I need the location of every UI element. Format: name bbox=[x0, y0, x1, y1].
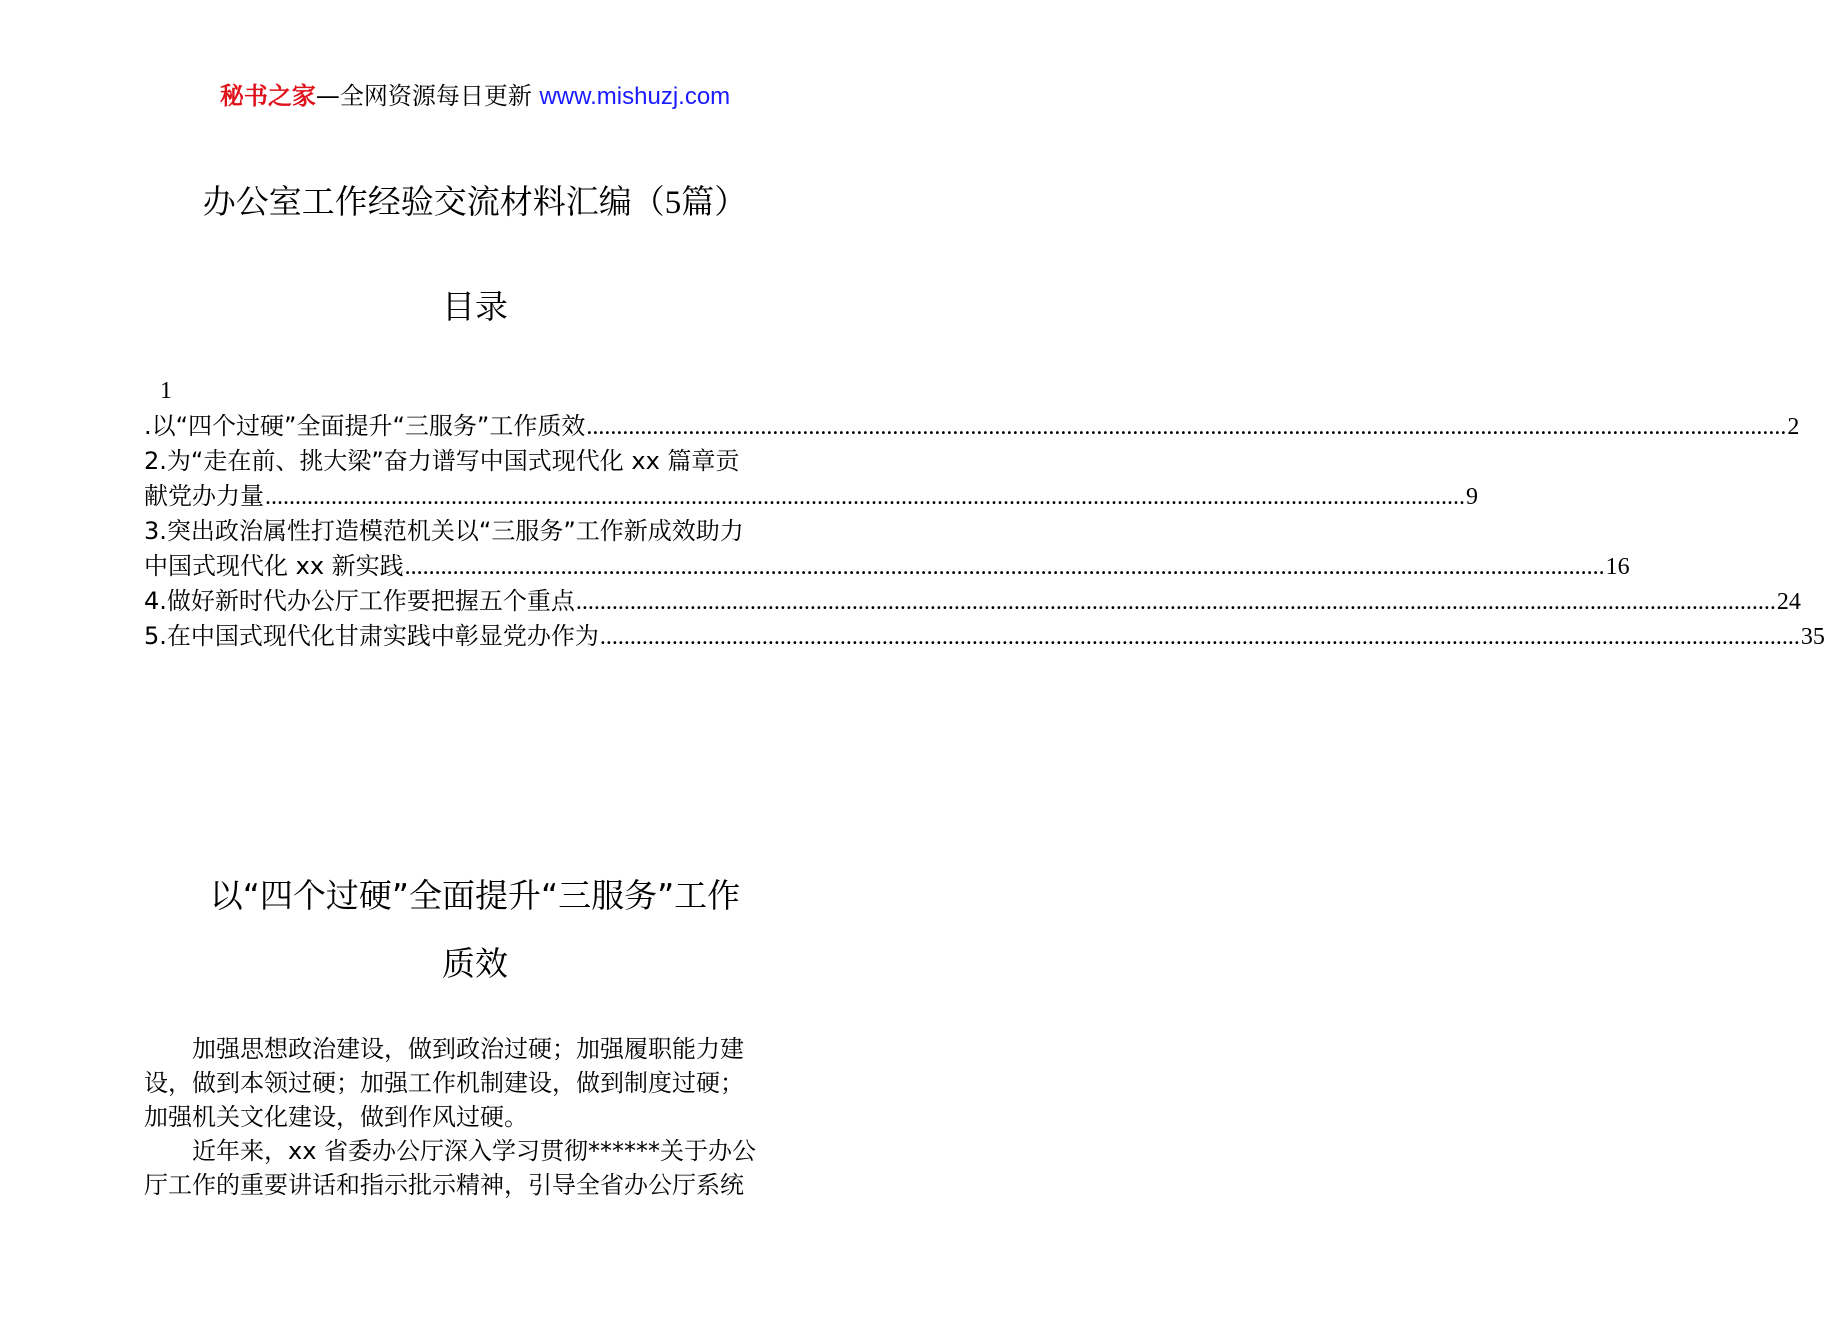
toc-entry-continued[interactable] bbox=[144, 549, 1630, 584]
toc-entry[interactable] bbox=[144, 584, 1801, 619]
paragraph-line: 设，做到本领过硬；加强工作机制建设，做到制度过硬； bbox=[144, 1069, 744, 1097]
site-tagline: —全网资源每日更新 bbox=[315, 82, 540, 110]
paragraph-line: 近年来，xx 省委办公厅深入学习贯彻******关于办公 bbox=[192, 1137, 757, 1165]
toc-entry-page: 24 bbox=[1776, 589, 1801, 615]
toc-entry-index: 1 bbox=[160, 378, 172, 404]
document-title-part-b: 篇） bbox=[681, 182, 748, 221]
toc-entry-title: 中国式现代化 xx 新实践 bbox=[144, 552, 404, 580]
paragraph-line: 厅工作的重要讲话和指示批示精神，引导全省办公厅系统 bbox=[144, 1171, 744, 1199]
toc-entry-title: 4.做好新时代办公厅工作要把握五个重点 bbox=[144, 587, 575, 615]
section-body bbox=[144, 1032, 806, 1202]
toc-entry-number bbox=[144, 374, 806, 409]
section-title-line: 质效 bbox=[442, 944, 508, 983]
toc-entry-title: 2.为“走在前、挑大梁”奋力谱写中国式现代化 xx 篇章贡 bbox=[144, 447, 740, 475]
document-title bbox=[0, 176, 950, 229]
site-brand: 秘书之家 bbox=[219, 82, 316, 110]
toc-leader-dots: ........................................................................................................................................................................................................ bbox=[599, 624, 1800, 650]
toc-leader-dots: ........................................................................................................................................................................................................ bbox=[265, 484, 1465, 510]
toc-entry[interactable] bbox=[144, 444, 806, 479]
section-title-line: 以“四个过硬”全面提升“三服务”工作 bbox=[209, 876, 741, 915]
site-header bbox=[0, 80, 950, 113]
toc-entry[interactable] bbox=[144, 409, 1800, 444]
toc-entry-page: 9 bbox=[1466, 484, 1478, 510]
site-url-link[interactable]: www.mishuzj.com bbox=[539, 83, 731, 110]
toc-entry-title: 3.突出政治属性打造模范机关以“三服务”工作新成效助力 bbox=[144, 517, 744, 545]
toc-entry-page: 2 bbox=[1787, 414, 1800, 440]
toc-entry-page: 16 bbox=[1605, 554, 1630, 580]
section-title bbox=[144, 862, 806, 998]
toc-leader-dots: ........................................................................................................................................................................................................ bbox=[586, 414, 1787, 440]
toc-entry-title: 献党办力量 bbox=[144, 482, 264, 510]
toc-entry-title: .以“四个过硬”全面提升“三服务”工作质效 bbox=[144, 412, 586, 440]
toc-entry-title: 5.在中国式现代化甘肃实践中彰显党办作为 bbox=[144, 622, 599, 650]
paragraph-line: 加强机关文化建设，做到作风过硬。 bbox=[144, 1103, 528, 1131]
paragraph-line: 加强思想政治建设，做到政治过硬；加强履职能力建 bbox=[192, 1035, 744, 1063]
toc-entry[interactable] bbox=[144, 514, 806, 549]
toc-leader-dots: ........................................................................................................................................................................................................ bbox=[404, 554, 1605, 580]
toc-entry[interactable] bbox=[144, 619, 1825, 654]
toc-entry-continued[interactable] bbox=[144, 479, 1478, 514]
toc-heading: 目录 bbox=[442, 287, 508, 326]
toc-entry-page: 35 bbox=[1800, 624, 1825, 650]
document-title-count: 5 bbox=[664, 185, 682, 221]
document-title-part-a: 办公室工作经验交流材料汇编（ bbox=[202, 182, 665, 221]
table-of-contents bbox=[144, 374, 1825, 654]
toc-leader-dots: ........................................................................................................................................................................................................ bbox=[575, 589, 1776, 615]
